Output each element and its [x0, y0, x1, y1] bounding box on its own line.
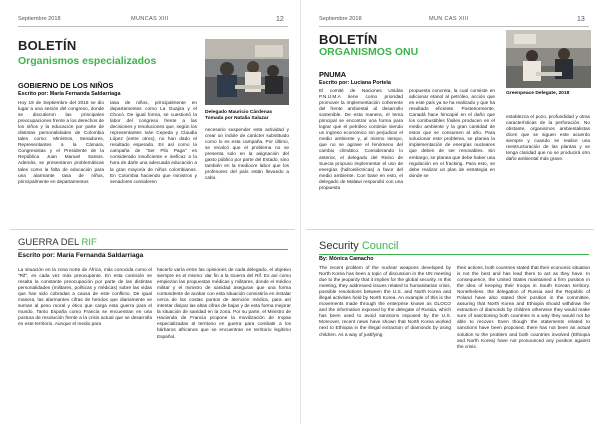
rif-column-1 — [18, 268, 152, 418]
photo-caption: Delegado Mauricio Cárdenas Tomada por Natalia Salazar — [205, 110, 273, 122]
section-divider — [10, 229, 295, 230]
left-page-header — [0, 13, 300, 25]
article-author: Escrito por: Luciana Portela — [319, 80, 391, 86]
rif-section-title — [18, 237, 97, 248]
boletin-subtitle: Organismos especializados — [18, 55, 157, 67]
article-paragraph: tasa de niños, principalmente en departamentos como La Guajira y el Chocó. De igual forma, se cuestionó la labor del congreso frente a las decisiones y resoluciones que, según los representantes Iván Cepeda y Claudia López (entre otros), no han dado el resultado esperado. Es así como la campaña de "Ser Pilo Paga" es considerado insuficiente e ineficaz a la hora de darle una adecuada educación a la gran mayoría de niños colombianos. En Colombia haciendo que ministros y senadores consideren — [110, 101, 197, 185]
article-paragraph: El comité de Naciones Unidas P.N.U.M.A tiene como prioridad promover la implementación coherente del frente ambiental al desarrollo sostenible. De esta manera, el tema principal se encontrar una forma para lograr que el petróleo continúe siendo un ingreso económico sin perjudicar el medio ambiente y, al mismo tiempo, que no se agrave el fenómeno del cambio climático. Considerando lo anterior, el delegado del Reino de Suecia propuso implementar el uso de energías (hidroeléctricas) a favor del medio ambiente. Con base en esto, el delegado de Malawi respondió con una propuesta — [319, 89, 403, 191]
rif-title-rule — [18, 249, 288, 250]
section-heading: PNUMA — [319, 70, 347, 79]
header-page-number: 13 — [577, 15, 585, 23]
article-column-1 — [319, 89, 403, 225]
article-paragraph: hacerlo varía entre las opiniones de cada delegado, el objetivo siempre es el mismo: dar fin a la Guerra del Rif. Es así como empiezan las propuestas médicas y militares, donde el médico militar y el ministro de sanidad aseguran que una forma contundente de acabar con esta situación consistiría en instalar cerca de las costas puntos de atención médica, para así intentar disipar las altas cifras de bajas y de esta forma mejorar la situación de sanidad en la zona. Por su parte, el Ministro de Hacienda de Francia propone la movilización de tropas especializadas al territorio en guerra para combatir a los bárbaros africanos que se encuentran en territorio legítimo Español. — [157, 268, 291, 340]
greenpeace-photo — [506, 30, 591, 88]
article-column-2 — [409, 89, 495, 225]
article-paragraph: Hoy 19 de Septiembre del 2018 se dio lugar a una sesión del congreso, donde se discutieron las principales preocupaciones frente a los derechos de los niños y la educación por parte de distintas personalidades de Colombia tales como: Ministros, Senadores, Representantes a la Cámara, Congresistas y el Presidente de la República Juan Manuel Santos. Además, se presentaron problemáticas tales como la falta de educación para una alarmante tasa de niños, principalmente en departamentos — [18, 101, 104, 185]
rif-column-2 — [157, 268, 291, 418]
article-paragraph: their actions, both countries stated that their economic situation is not the best and has lead them to act as they have. In consequence, the United States maintained a firm position in the idea of keeping their troops in South Korean territory. Nonetheless, the delegation of Russia and the Republic of Poland have also stated their position in the committee, assuring that North Korea and Ethiopia should withdraw the extraction of diamonds by children otherwise they would make sure of sanctioning both countries in a way they would not be able to recover. Even though the statements related to sanctions have been proposed, there has not been an actual solution to the problem and both countries involved (Ethiopia and North Korea) have not pronounced any position against the crisis. — [457, 266, 590, 350]
delegate-photo-icon — [506, 30, 591, 88]
article-paragraph: establezca el pozo, profundidad y otras características de la perforación. No obstante, organismos ambientalistas dicen que se siguen este acuerdo siempre y cuando se realice una reestructuración de las plantas y se tenga claridad que no se producirá otro daño ambiental más grave. — [506, 115, 590, 163]
article-column-1 — [18, 101, 104, 229]
rif-title-accent: RIF — [81, 237, 97, 248]
header-rule — [319, 26, 589, 27]
article-paragraph: The recent problem of the nuclear weapons developed by North Korea has been a topic of discussion in the UN meeting due to the jeopardy that it implies for the global security. In this meeting, they addressed issues related to humanitarian crisis, possible resolutions between the U.S. and North Korea and illegal activities held by North Korea. An example of this is the movements made through the enterprise known as GLOCO and the information exposed by the delegate of Russia, which has been used to avoid sanctions imposed by the U.S. Moreover, recent news have shown that North Korea worked next to Ethiopia in the illegal extraction of diamonds by using children. As a way of justifying — [319, 266, 451, 338]
header-page-number: 12 — [276, 15, 284, 23]
right-page — [300, 0, 600, 424]
header-magazine: MUNCAS XIII — [131, 16, 169, 22]
security-title-rule — [319, 254, 589, 255]
photo-caption: Greenpeace Delegate, 2018 — [506, 91, 570, 96]
article-author: Escrito por: María Fernanda Saldarriaga — [18, 91, 121, 97]
header-rule — [18, 26, 288, 27]
security-section-title — [319, 240, 399, 252]
article-paragraph: necesario suspender esta actividad y crear un índole de carácter substituido como lo es esta campaña. Por último, se recalcó que el problema no se presenta solo en la asignación del gasto público por parte del Estado, sino también en la mediocre labor que los profesores del país están llevando a cabo. — [205, 128, 289, 182]
security-title-main: Security — [319, 240, 359, 252]
rif-title-main: GUERRA DEL — [18, 237, 79, 248]
header-date: Septiembre 2018 — [18, 16, 61, 22]
delegate-photo — [205, 39, 289, 105]
header-magazine: MUN CAS XIII — [429, 16, 469, 22]
security-title-accent: Council — [361, 240, 399, 252]
security-column-2 — [457, 266, 590, 418]
security-author: By: Mónica Camacho — [319, 256, 374, 262]
boletin-title: BOLETÍN — [319, 32, 378, 47]
article-paragraph: propuesta concreta, la cual consiste en adicionar etanol al petróleo, acción que en este país ya se ha realizado y que ha resultado eficiente. Posteriormente, Canadá hace hincapié en el daño que los combustibles fósiles producen en el medio ambiente y la gran cantidad de estos que se consumen al año. Para solucionar este problema, se planea la implementación de energías nucleares que deben de ser renovables. Sin embargo, se planea que debe haber una regulación en el fracking. Para esto, se debe realizar un plan de estrategia en donde se — [409, 89, 495, 179]
boletin-title: BOLETÍN — [18, 38, 77, 53]
rif-author: Escrito por: María Fernanda Saldarriaga — [18, 252, 144, 259]
right-page-header — [301, 13, 600, 25]
article-column-2 — [110, 101, 197, 229]
article-column-3 — [205, 128, 289, 228]
section-divider — [306, 229, 594, 230]
article-paragraph: La situación en la zona norte de África, más conocida como el "Rif", es cada vez más preocupante. En esta comisión se resalta la constante preocupación por parte de las distintas personalidades (militares, políticas y médicas) sobre las vidas que han sido cobradas a causa de este conflicto. De igual manera, las alarmantes cifras de heridos que diariamente se suman al peso moral y ético que carga esta guerra para el mundo. Tanto España como Francia se encuentran en una postura de resolución frente a la crisis actual que se desarrolla en este territorio. Aunque el medio para — [18, 268, 152, 328]
header-date: Septiembre 2018 — [319, 16, 362, 22]
article-column-3 — [506, 115, 590, 225]
section-heading: GOBIERNO DE LOS NIÑOS — [18, 81, 114, 90]
classroom-photo-icon — [205, 39, 289, 105]
security-column-1 — [319, 266, 451, 418]
boletin-subtitle: ORGANISMOS ONU — [319, 46, 419, 58]
